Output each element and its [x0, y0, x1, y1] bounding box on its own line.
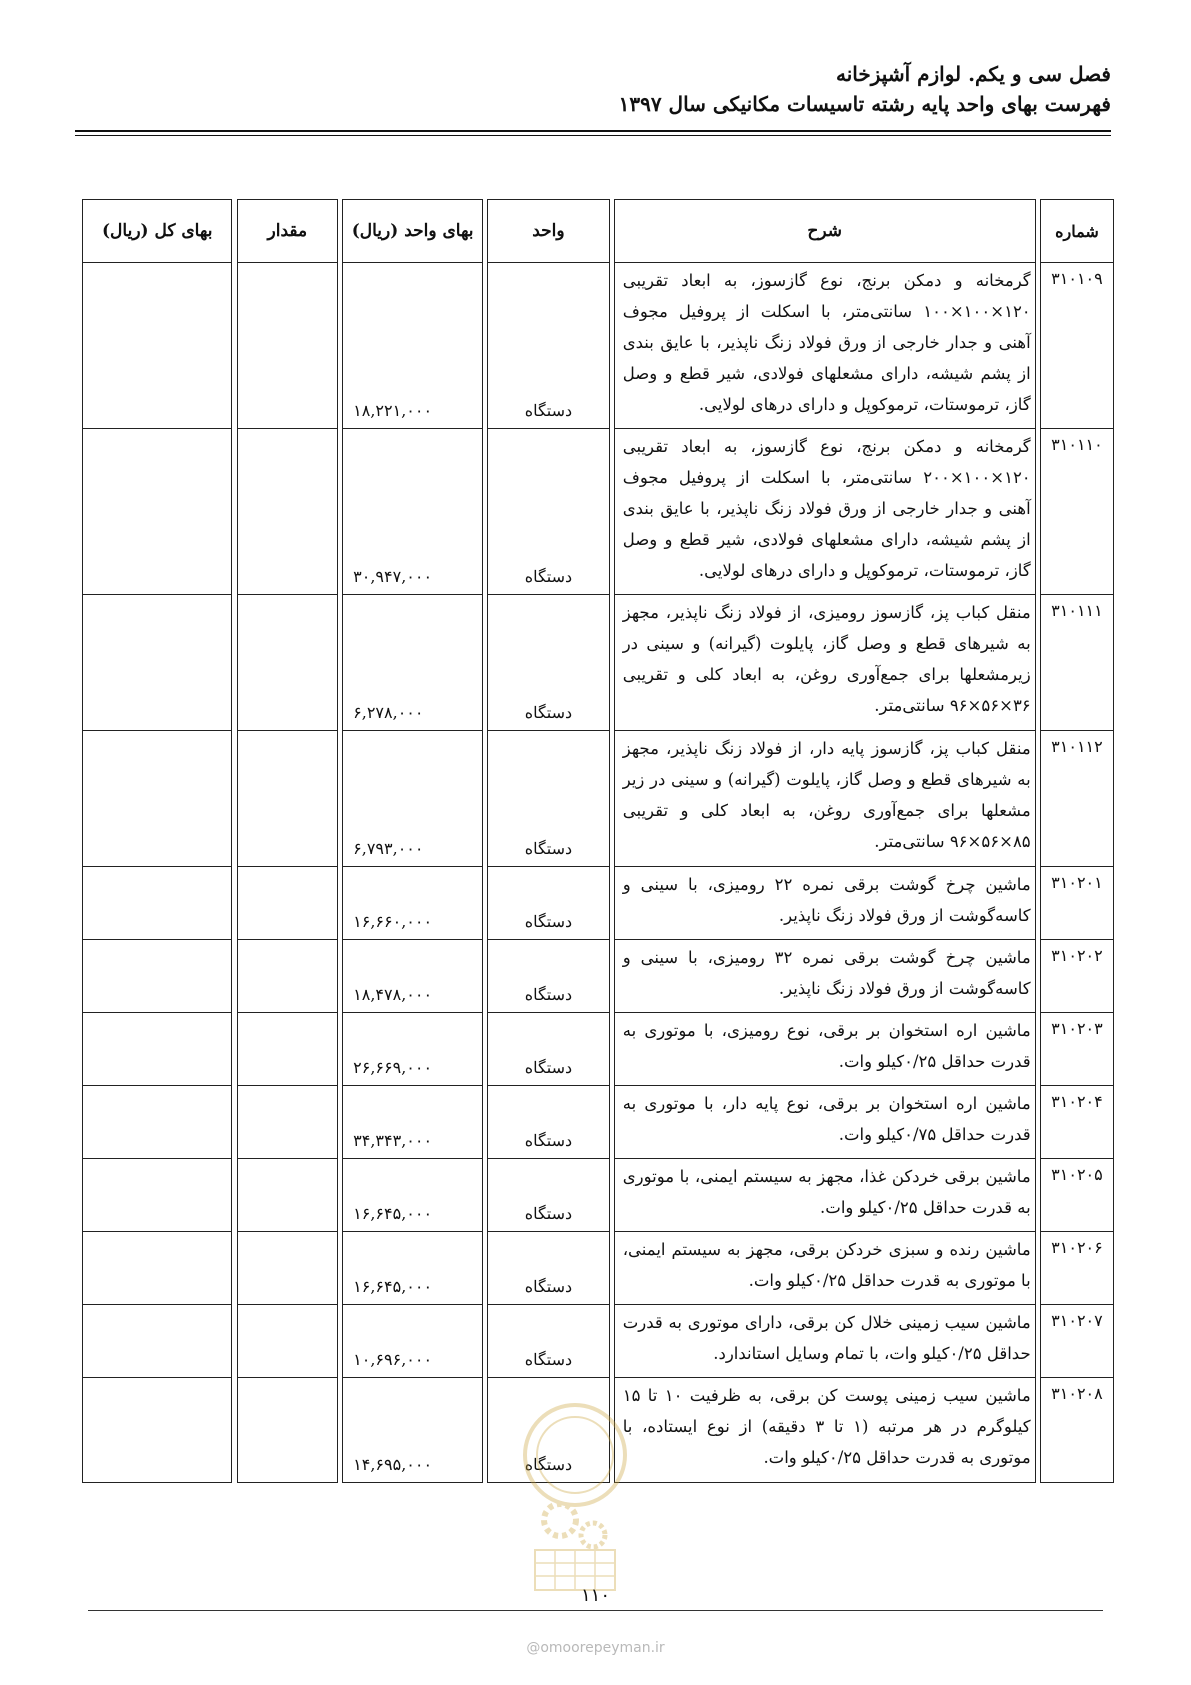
row-total-price	[83, 940, 232, 1013]
row-unit: دستگاه	[488, 1305, 609, 1378]
row-quantity	[237, 867, 337, 940]
row-unit: دستگاه	[488, 1013, 609, 1086]
row-unit-price: ۱۸,۲۲۱,۰۰۰	[343, 263, 483, 429]
row-description: گرمخانه و دمکن برنج، نوع گازسوز، به ابعاد تقریبی ۱۲۰×۱۰۰×۱۰۰ سانتی‌متر، با اسکلت از پروفیل مجوف آهنی و جدار خارجی از ورق فولاد زنگ ناپذیر، با عایق بندی از پشم شیشه، دارای مشعلهای فولادی، شیر قطع و وصل گاز، ترموستات، ترموکوپل و دارای درهای لولایی.	[614, 263, 1035, 429]
website-watermark: @omoorepeyman.ir	[526, 1640, 665, 1656]
table-row	[83, 263, 1114, 429]
row-total-price	[83, 1378, 232, 1483]
table-row	[83, 940, 1114, 1013]
row-unit: دستگاه	[488, 263, 609, 429]
row-code: ۳۱۰۱۱۱	[1040, 595, 1113, 731]
table-row	[83, 1378, 1114, 1483]
row-code: ۳۱۰۱۱۲	[1040, 731, 1113, 867]
row-quantity	[237, 1305, 337, 1378]
header-rule-thick	[75, 130, 1111, 132]
row-description: گرمخانه و دمکن برنج، نوع گازسوز، به ابعاد تقریبی ۱۲۰×۱۰۰×۲۰۰ سانتی‌متر، با اسکلت از پروفیل مجوف آهنی و جدار خارجی از ورق فولاد زنگ ناپذیر، با عایق بندی از پشم شیشه، دارای مشعلهای فولادی، شیر قطع و وصل گاز، ترموستات، ترموکوپل و دارای درهای لولایی.	[614, 429, 1035, 595]
row-total-price	[83, 1305, 232, 1378]
row-description: ماشین برقی خردکن غذا، مجهز به سیستم ایمنی، با موتوری به قدرت حداقل ۰/۲۵کیلو وات.	[614, 1159, 1035, 1232]
row-unit: دستگاه	[488, 731, 609, 867]
row-unit-price: ۱۴,۶۹۵,۰۰۰	[343, 1378, 483, 1483]
row-quantity	[237, 940, 337, 1013]
table-row	[83, 1086, 1114, 1159]
footer-rule	[88, 1610, 1103, 1611]
row-quantity	[237, 263, 337, 429]
row-unit: دستگاه	[488, 867, 609, 940]
row-code: ۳۱۰۲۰۴	[1040, 1086, 1113, 1159]
row-quantity	[237, 1159, 337, 1232]
row-unit: دستگاه	[488, 1159, 609, 1232]
row-description: ماشین اره استخوان بر برقی، نوع رومیزی، با موتوری به قدرت حداقل ۰/۲۵کیلو وات.	[614, 1013, 1035, 1086]
row-code: ۳۱۰۲۰۶	[1040, 1232, 1113, 1305]
row-unit: دستگاه	[488, 1378, 609, 1483]
row-total-price	[83, 263, 232, 429]
row-total-price	[83, 1086, 232, 1159]
row-unit-price: ۳۰,۹۴۷,۰۰۰	[343, 429, 483, 595]
row-unit: دستگاه	[488, 1232, 609, 1305]
row-unit: دستگاه	[488, 940, 609, 1013]
row-quantity	[237, 1013, 337, 1086]
row-quantity	[237, 731, 337, 867]
table-row	[83, 595, 1114, 731]
row-quantity	[237, 1378, 337, 1483]
row-unit: دستگاه	[488, 595, 609, 731]
row-total-price	[83, 429, 232, 595]
column-header-unit: واحد	[488, 200, 609, 263]
row-unit-price: ۱۶,۶۴۵,۰۰۰	[343, 1232, 483, 1305]
row-total-price	[83, 731, 232, 867]
row-code: ۳۱۰۱۱۰	[1040, 429, 1113, 595]
table-row	[83, 867, 1114, 940]
row-description: ماشین چرخ گوشت برقی نمره ۳۲ رومیزی، با سینی و کاسه‌گوشت از ورق فولاد زنگ ناپذیر.	[614, 940, 1035, 1013]
row-unit: دستگاه	[488, 429, 609, 595]
column-header-code: شماره	[1040, 200, 1113, 263]
row-code: ۳۱۰۲۰۳	[1040, 1013, 1113, 1086]
row-unit-price: ۱۰,۶۹۶,۰۰۰	[343, 1305, 483, 1378]
row-unit-price: ۳۴,۳۴۳,۰۰۰	[343, 1086, 483, 1159]
column-header-unit-price: بهای واحد (ریال)	[343, 200, 483, 263]
column-header-quantity: مقدار	[237, 200, 337, 263]
row-unit: دستگاه	[488, 1086, 609, 1159]
row-total-price	[83, 1232, 232, 1305]
row-code: ۳۱۰۱۰۹	[1040, 263, 1113, 429]
price-list-title: فهرست بهای واحد پایه رشته تاسیسات مکانیکی سال ۱۳۹۷	[618, 92, 1111, 116]
row-unit-price: ۶,۲۷۸,۰۰۰	[343, 595, 483, 731]
row-quantity	[237, 1232, 337, 1305]
row-unit-price: ۲۶,۶۶۹,۰۰۰	[343, 1013, 483, 1086]
row-code: ۳۱۰۲۰۷	[1040, 1305, 1113, 1378]
row-code: ۳۱۰۲۰۵	[1040, 1159, 1113, 1232]
table-row	[83, 1232, 1114, 1305]
row-code: ۳۱۰۲۰۱	[1040, 867, 1113, 940]
row-description: منقل کباب پز، گازسوز رومیزی، از فولاد زنگ ناپذیر، مجهز به شیرهای قطع و وصل گاز، پایلوت (گیرانه) و سینی در زیرمشعلها برای جمع‌آوری روغن، به ابعاد کلی و تقریبی ۳۶×۵۶×۹۶ سانتی‌متر.	[614, 595, 1035, 731]
column-header-description: شرح	[614, 200, 1035, 263]
table-header-row	[83, 200, 1114, 263]
row-unit-price: ۱۸,۴۷۸,۰۰۰	[343, 940, 483, 1013]
row-unit-price: ۱۶,۶۶۰,۰۰۰	[343, 867, 483, 940]
table-body	[83, 263, 1114, 1483]
column-header-total-price: بهای کل (ریال)	[83, 200, 232, 263]
header-rule-thin	[75, 135, 1111, 136]
row-description: ماشین سیب زمینی خلال کن برقی، دارای موتوری به قدرت حداقل ۰/۲۵کیلو وات، با تمام وسایل استاندارد.	[614, 1305, 1035, 1378]
row-total-price	[83, 867, 232, 940]
price-table	[82, 199, 1114, 1483]
table-row	[83, 1013, 1114, 1086]
row-unit-price: ۶,۷۹۳,۰۰۰	[343, 731, 483, 867]
row-total-price	[83, 1013, 232, 1086]
row-total-price	[83, 1159, 232, 1232]
row-code: ۳۱۰۲۰۲	[1040, 940, 1113, 1013]
row-total-price	[83, 595, 232, 731]
row-quantity	[237, 1086, 337, 1159]
row-description: ماشین اره استخوان بر برقی، نوع پایه دار، با موتوری به قدرت حداقل ۰/۷۵کیلو وات.	[614, 1086, 1035, 1159]
row-description: منقل کباب پز، گازسوز پایه دار، از فولاد زنگ ناپذیر، مجهز به شیرهای قطع و وصل گاز، پایلوت (گیرانه) و سینی در زیر مشعلها برای جمع‌آوری روغن، به ابعاد کلی و تقریبی ۸۵×۵۶×۹۶ سانتی‌متر.	[614, 731, 1035, 867]
chapter-title: فصل سی و یکم. لوازم آشپزخانه	[836, 62, 1111, 86]
table-row	[83, 429, 1114, 595]
row-quantity	[237, 429, 337, 595]
row-unit-price: ۱۶,۶۴۵,۰۰۰	[343, 1159, 483, 1232]
page-header	[75, 60, 1111, 120]
row-code: ۳۱۰۲۰۸	[1040, 1378, 1113, 1483]
row-quantity	[237, 595, 337, 731]
row-description: ماشین رنده و سبزی خردکن برقی، مجهز به سیستم ایمنی، با موتوری به قدرت حداقل ۰/۲۵کیلو وات.	[614, 1232, 1035, 1305]
table-row	[83, 1159, 1114, 1232]
row-description: ماشین سیب زمینی پوست کن برقی، به ظرفیت ۱۰ تا ۱۵ کیلوگرم در هر مرتبه (۱ تا ۳ دقیقه) از نوع ایستاده، با موتوری به قدرت حداقل ۰/۲۵کیلو وات.	[614, 1378, 1035, 1483]
row-description: ماشین چرخ گوشت برقی نمره ۲۲ رومیزی، با سینی و کاسه‌گوشت از ورق فولاد زنگ ناپذیر.	[614, 867, 1035, 940]
table-row	[83, 1305, 1114, 1378]
page-number: ۱۱۰	[580, 1585, 610, 1606]
table-row	[83, 731, 1114, 867]
